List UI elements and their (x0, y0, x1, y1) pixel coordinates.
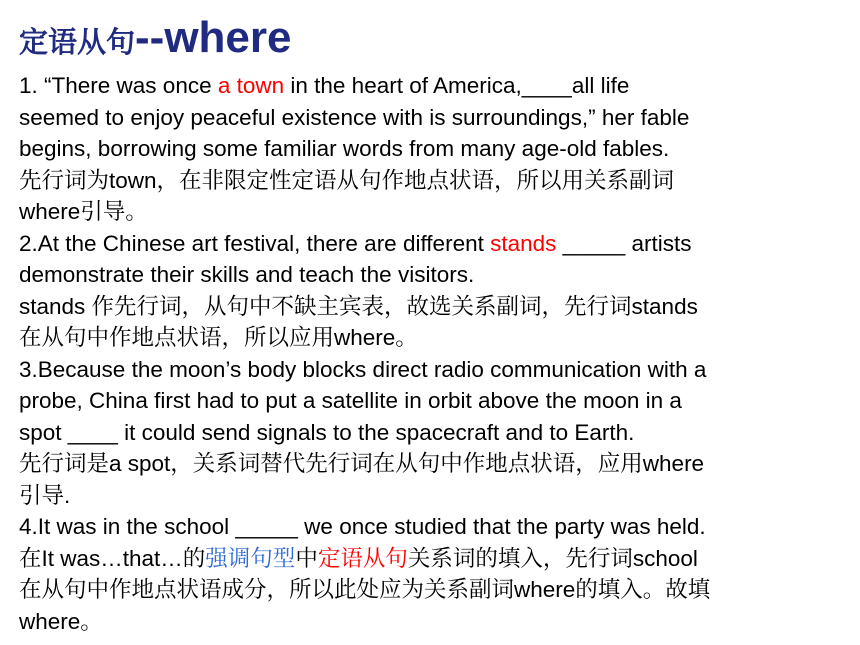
q1-explanation-2: where引导。 (19, 199, 148, 224)
q4-expl-text-a: 在It was…that…的 (19, 545, 206, 571)
q3-line-1: 3.Because the moon’s body blocks direct radio communication with a (19, 356, 707, 382)
slide-body (19, 70, 839, 637)
q1-explanation-1: 先行词为town，在非限定性定语从句作地点状语，所以用关系副词 (19, 167, 675, 193)
q4-explanation-2: 在从句中作地点状语成分，所以此处应为关系副词where的填入。故填 (19, 577, 711, 602)
q4-explanation-3: where。 (19, 608, 103, 634)
title-chinese: 定语从句 (19, 27, 136, 59)
q1-text-end: in the heart of America,____all life (284, 73, 630, 98)
q2-text-start: 2.At the Chinese art festival, there are different (19, 230, 491, 256)
q4-line-1: 4.It was in the school _____ we once studied that the party was held. (19, 514, 706, 539)
q1-line-2: seemed to enjoy peaceful existence with is surroundings,” her fable (19, 104, 690, 130)
q3-explanation-2: 引导. (19, 482, 71, 508)
q2-text-end: _____ artists (556, 230, 692, 256)
q4-emphasis-term: 强调句型 (205, 545, 296, 571)
q4-expl-text-b: 中 (295, 545, 318, 571)
q3-line-2: probe, China first had to put a satellite in orbit above the moon in a (19, 388, 682, 413)
q4-expl-text-c: 关系词的填入，先行词school (407, 545, 698, 571)
q2-explanation-1: stands 作先行词，从句中不缺主宾表，故选关系副词，先行词stands (19, 293, 698, 319)
q1-line-3: begins, borrowing some familiar words from many age-old fables. (19, 136, 670, 161)
q2-line-1 (19, 228, 839, 260)
slide-title (19, 14, 292, 72)
q2-line-2: demonstrate their skills and teach the visitors. (19, 262, 475, 287)
q2-explanation-2: 在从句中作地点状语，所以应用where。 (19, 325, 418, 350)
q1-antecedent-highlight: a town (217, 73, 285, 98)
q3-explanation-1: 先行词是a spot，关系词替代先行词在从句中作地点状语，应用where (19, 451, 705, 476)
q4-clause-term: 定语从句 (317, 545, 408, 571)
q2-antecedent-highlight: stands (490, 230, 557, 256)
q1-text-start: 1. “There was once (19, 73, 218, 98)
q4-explanation-1 (19, 543, 839, 575)
title-english: --where (135, 13, 292, 62)
q1-line-1 (19, 70, 839, 102)
q3-line-3: spot ____ it could send signals to the spacecraft and to Earth. (19, 419, 635, 445)
